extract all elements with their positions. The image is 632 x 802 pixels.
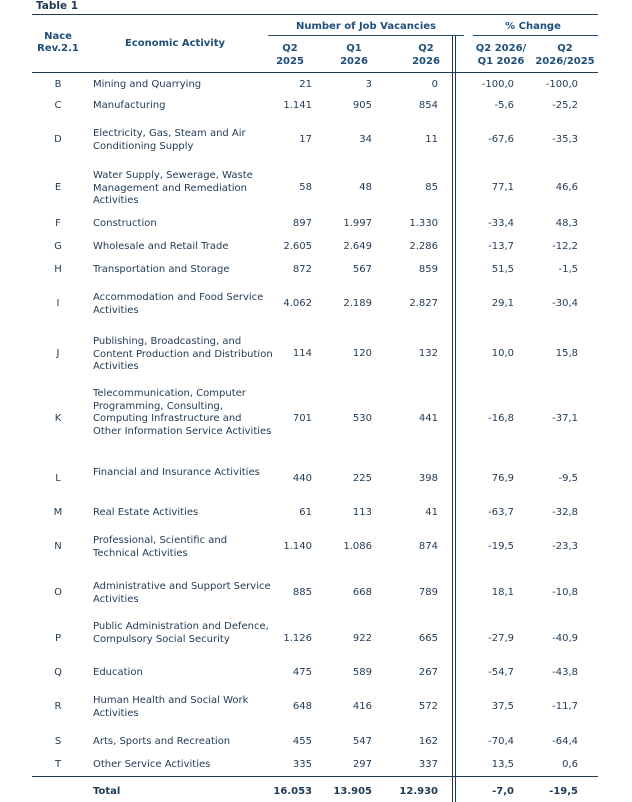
- row-q1-2026: 530: [352, 413, 372, 424]
- row-q1-2026: 589: [352, 667, 372, 678]
- header-rule: [32, 72, 598, 73]
- row-q1-2026: 34: [359, 134, 372, 145]
- row-q1-2026: 225: [352, 473, 372, 484]
- row-activity: Publishing, Broadcasting, and Content Production and Distribution Activities: [93, 336, 273, 372]
- header-col1-line2: 2025: [276, 56, 304, 67]
- header-col-change-quarterly: [468, 42, 534, 68]
- row-activity: Construction: [93, 218, 157, 229]
- table-header: [32, 15, 598, 72]
- row-q1-2026: 1.997: [343, 218, 372, 229]
- row-q1-2026: 905: [352, 100, 372, 111]
- row-code: K: [54, 413, 62, 424]
- row-activity: Human Health and Social Work Activities: [93, 695, 249, 719]
- row-activity: Transportation and Storage: [93, 264, 230, 275]
- row-q2-2025: 1.140: [283, 541, 312, 552]
- row-change-quarterly: 13,5: [491, 759, 514, 770]
- row-change-yearly: -11,7: [552, 701, 578, 712]
- row-change-yearly: -64,4: [552, 736, 578, 747]
- row-code: C: [54, 100, 62, 111]
- row-q2-2026: 398: [418, 473, 438, 484]
- header-economic-activity: Economic Activity: [125, 38, 225, 49]
- header-col-change-yearly: [532, 42, 598, 68]
- row-activity: Telecommunication, Computer Programming, Consulting, Computing Infrastructure and Other Information Service Activities: [93, 388, 272, 437]
- row-activity: Real Estate Activities: [93, 507, 199, 518]
- row-activity: Mining and Quarrying: [93, 79, 202, 90]
- row-activity: Wholesale and Retail Trade: [93, 241, 229, 252]
- row-change-quarterly: -27,9: [488, 633, 514, 644]
- header-nace-line2: Rev.2.1: [37, 43, 79, 54]
- header-col5-line1: Q2: [557, 43, 573, 54]
- row-change-quarterly: 18,1: [491, 587, 514, 598]
- row-change-quarterly: 51,5: [491, 264, 514, 275]
- row-q1-2026: 1.086: [343, 541, 372, 552]
- row-q2-2026: 789: [418, 587, 438, 598]
- header-col3-line2: 2026: [412, 56, 440, 67]
- row-activity: Other Service Activities: [93, 759, 211, 770]
- row-change-quarterly: 77,1: [491, 182, 514, 193]
- row-q2-2025: 1.126: [283, 633, 312, 644]
- row-change-yearly: -32,8: [552, 507, 578, 518]
- header-change-rule: [473, 35, 598, 36]
- row-change-yearly: 48,3: [555, 218, 578, 229]
- row-change-yearly: 0,6: [562, 759, 578, 770]
- row-q2-2025: 885: [292, 587, 312, 598]
- row-code: G: [54, 241, 62, 252]
- row-q2-2026: 2.827: [409, 298, 438, 309]
- row-change-yearly: -35,3: [552, 134, 578, 145]
- total-label: Total: [93, 786, 121, 797]
- row-q2-2025: 4.062: [283, 298, 312, 309]
- row-activity: Public Administration and Defence, Compulsory Social Security: [93, 621, 269, 645]
- row-change-quarterly: -33,4: [488, 218, 514, 229]
- row-change-yearly: -30,4: [552, 298, 578, 309]
- row-change-yearly: 15,8: [555, 348, 578, 359]
- header-col4-line2: Q1 2026: [477, 56, 525, 67]
- row-code: I: [56, 298, 60, 309]
- row-change-quarterly: -100,0: [481, 79, 514, 90]
- header-percent-change: % Change: [505, 21, 561, 32]
- row-change-quarterly: 76,9: [491, 473, 514, 484]
- row-code: D: [54, 134, 62, 145]
- row-code: B: [54, 79, 62, 90]
- row-code: O: [54, 587, 62, 598]
- total-q1-2026: 13.905: [333, 786, 372, 797]
- row-q2-2025: 648: [292, 701, 312, 712]
- row-q1-2026: 297: [352, 759, 372, 770]
- row-activity: Administrative and Support Service Activities: [93, 581, 271, 605]
- row-q2-2026: 11: [425, 134, 438, 145]
- row-code: H: [54, 264, 62, 275]
- total-q2-2026: 12.930: [399, 786, 438, 797]
- total-change-quarterly: -7,0: [492, 786, 514, 797]
- header-col5-line2: 2026/2025: [535, 56, 595, 67]
- row-activity: Water Supply, Sewerage, Waste Management and Remediation Activities: [93, 170, 253, 206]
- row-q2-2025: 21: [299, 79, 312, 90]
- row-change-yearly: 46,6: [555, 182, 578, 193]
- row-change-quarterly: -63,7: [488, 507, 514, 518]
- row-q2-2026: 572: [418, 701, 438, 712]
- column-divider: [452, 36, 453, 802]
- row-q2-2026: 859: [418, 264, 438, 275]
- row-activity: Arts, Sports and Recreation: [93, 736, 231, 747]
- row-change-yearly: -9,5: [558, 473, 578, 484]
- row-activity: Financial and Insurance Activities: [93, 467, 260, 478]
- header-job-vacancies: Number of Job Vacancies: [295, 21, 437, 32]
- row-q1-2026: 48: [359, 182, 372, 193]
- row-code: S: [54, 736, 62, 747]
- total-rule: [32, 776, 598, 777]
- row-q2-2025: 475: [292, 667, 312, 678]
- row-activity: Accommodation and Food Service Activities: [93, 292, 264, 316]
- row-change-yearly: -37,1: [552, 413, 578, 424]
- row-q1-2026: 2.189: [343, 298, 372, 309]
- row-change-quarterly: -16,8: [488, 413, 514, 424]
- row-change-quarterly: -13,7: [488, 241, 514, 252]
- row-q1-2026: 668: [352, 587, 372, 598]
- row-code: L: [55, 473, 61, 484]
- row-change-yearly: -25,2: [552, 100, 578, 111]
- row-q2-2025: 897: [292, 218, 312, 229]
- row-q2-2026: 162: [418, 736, 438, 747]
- row-q1-2026: 113: [352, 507, 372, 518]
- row-q2-2026: 41: [425, 507, 438, 518]
- header-col-q1-2026: [332, 42, 376, 68]
- row-q2-2025: 335: [292, 759, 312, 770]
- row-code: P: [54, 633, 62, 644]
- row-q2-2025: 2.605: [283, 241, 312, 252]
- row-change-quarterly: -5,6: [494, 100, 514, 111]
- row-code: T: [54, 759, 62, 770]
- row-q2-2026: 854: [418, 100, 438, 111]
- row-activity: Electricity, Gas, Steam and Air Conditioning Supply: [93, 128, 246, 152]
- header-col2-line1: Q1: [346, 43, 362, 54]
- row-change-yearly: -10,8: [552, 587, 578, 598]
- row-q2-2026: 85: [425, 182, 438, 193]
- row-code: Q: [54, 667, 62, 678]
- row-q1-2026: 922: [352, 633, 372, 644]
- header-jobs-rule: [268, 35, 464, 36]
- row-q2-2026: 2.286: [409, 241, 438, 252]
- row-change-quarterly: 37,5: [491, 701, 514, 712]
- row-activity: Manufacturing: [93, 100, 166, 111]
- row-q1-2026: 3: [365, 79, 372, 90]
- row-activity: Professional, Scientific and Technical Activities: [93, 535, 228, 559]
- table-title: Table 1: [36, 0, 79, 12]
- row-code: J: [56, 348, 60, 359]
- row-q1-2026: 547: [352, 736, 372, 747]
- row-change-yearly: -12,2: [552, 241, 578, 252]
- header-nace: [32, 31, 84, 55]
- row-q2-2025: 1.141: [283, 100, 312, 111]
- row-change-yearly: -1,5: [558, 264, 578, 275]
- row-q2-2026: 665: [418, 633, 438, 644]
- row-change-yearly: -43,8: [552, 667, 578, 678]
- row-code: N: [54, 541, 62, 552]
- header-col4-line1: Q2 2026/: [475, 43, 527, 54]
- row-change-yearly: -100,0: [545, 79, 578, 90]
- row-q2-2026: 441: [418, 413, 438, 424]
- row-change-yearly: -40,9: [552, 633, 578, 644]
- total-q2-2025: 16.053: [273, 786, 312, 797]
- row-code: E: [54, 182, 62, 193]
- row-code: F: [55, 218, 61, 229]
- row-change-quarterly: -67,6: [488, 134, 514, 145]
- row-q2-2026: 337: [418, 759, 438, 770]
- row-q2-2026: 0: [431, 79, 438, 90]
- row-q1-2026: 567: [352, 264, 372, 275]
- row-q2-2025: 872: [292, 264, 312, 275]
- row-code: M: [53, 507, 63, 518]
- row-change-quarterly: -54,7: [488, 667, 514, 678]
- column-divider-second: [455, 36, 456, 802]
- header-col-q2-2025: [268, 42, 312, 68]
- header-col1-line1: Q2: [282, 43, 298, 54]
- row-q2-2026: 1.330: [409, 218, 438, 229]
- row-q2-2025: 455: [292, 736, 312, 747]
- header-col-q2-2026: [404, 42, 448, 68]
- row-q2-2025: 17: [299, 134, 312, 145]
- row-q1-2026: 120: [352, 348, 372, 359]
- row-q2-2025: 701: [292, 413, 312, 424]
- row-q2-2025: 58: [299, 182, 312, 193]
- row-q1-2026: 416: [352, 701, 372, 712]
- header-nace-line1: Nace: [44, 31, 72, 42]
- row-q1-2026: 2.649: [343, 241, 372, 252]
- row-q2-2025: 440: [292, 473, 312, 484]
- row-change-quarterly: -70,4: [488, 736, 514, 747]
- row-activity: Education: [93, 667, 143, 678]
- row-q2-2026: 267: [418, 667, 438, 678]
- total-change-yearly: -19,5: [549, 786, 578, 797]
- row-q2-2026: 874: [418, 541, 438, 552]
- row-change-yearly: -23,3: [552, 541, 578, 552]
- row-change-quarterly: 29,1: [491, 298, 514, 309]
- header-col3-line1: Q2: [418, 43, 434, 54]
- row-change-quarterly: -19,5: [488, 541, 514, 552]
- row-code: R: [54, 701, 62, 712]
- row-q2-2025: 61: [299, 507, 312, 518]
- row-change-quarterly: 10,0: [491, 348, 514, 359]
- row-q2-2025: 114: [292, 348, 312, 359]
- header-col2-line2: 2026: [340, 56, 368, 67]
- row-q2-2026: 132: [418, 348, 438, 359]
